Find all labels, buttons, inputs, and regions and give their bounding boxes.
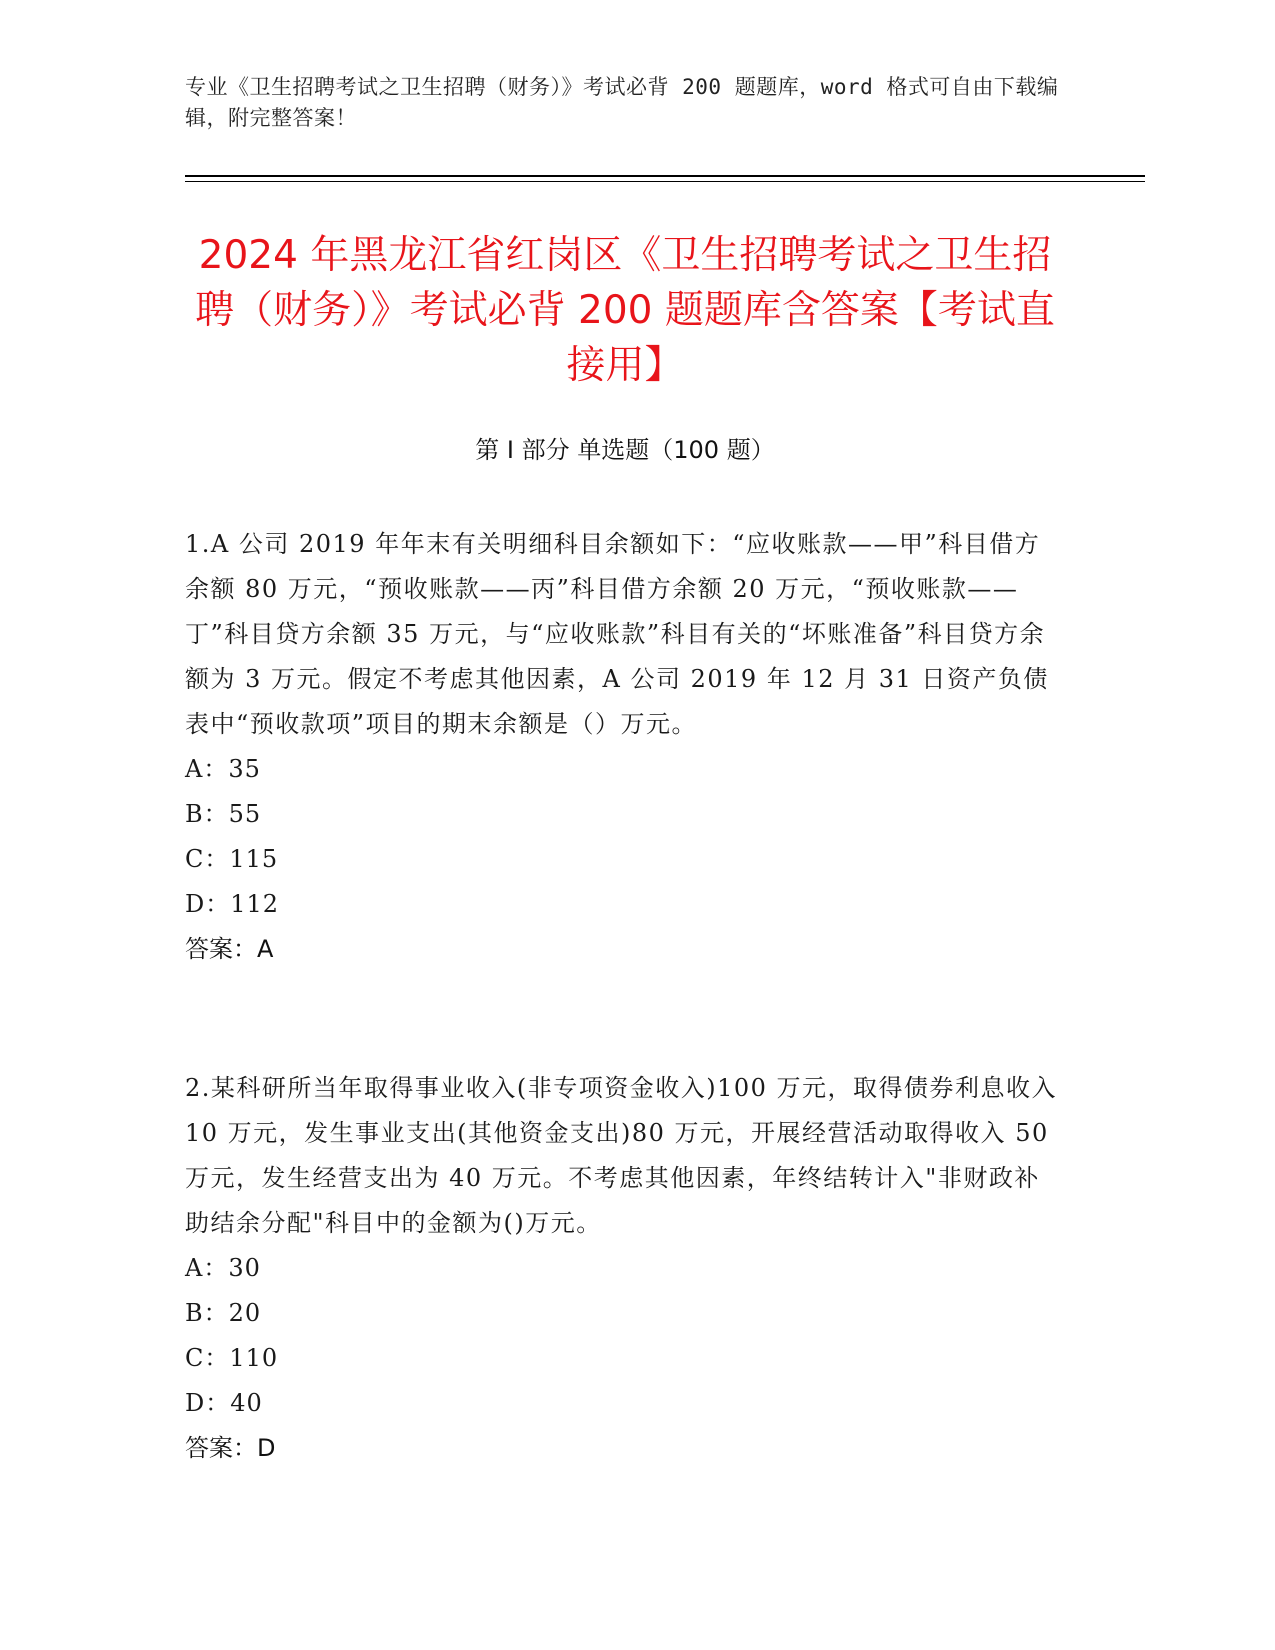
- document-title: 2024 年黑龙江省红岗区《卫生招聘考试之卫生招聘（财务）》考试必背 200 题题库含答案【考试直接用】: [195, 233, 1055, 388]
- option-list: [185, 747, 1065, 927]
- option-list: [185, 1246, 1065, 1426]
- answer-label: 答案：D: [185, 1434, 276, 1462]
- section-heading: 第 I 部分 单选题（100 题）: [475, 436, 775, 464]
- question-1: [185, 522, 1065, 972]
- answer-label: 答案：A: [185, 935, 274, 963]
- header-note: 专业《卫生招聘考试之卫生招聘（财务）》考试必背 200 题题库，word 格式可自由下载编辑，附完整答案！: [185, 75, 1059, 130]
- option-c: C：110: [185, 1344, 279, 1372]
- option-c: C：115: [185, 845, 279, 873]
- option-d: D：40: [185, 1389, 263, 1417]
- option-b: B：20: [185, 1299, 262, 1327]
- question-2: [185, 1066, 1065, 1471]
- header-divider-thin: [185, 181, 1145, 182]
- option-a: A：35: [185, 755, 261, 783]
- option-b: B：55: [185, 800, 262, 828]
- option-a: A：30: [185, 1254, 261, 1282]
- option-d: D：112: [185, 890, 280, 918]
- header-divider-thick: [185, 175, 1145, 177]
- question-stem: 2.某科研所当年取得事业收入(非专项资金收入)100 万元，取得债券利息收入 10 万元，发生事业支出(其他资金支出)80 万元，开展经营活动取得收入 50 万元，发生经营支出为 40 万元。不考虑其他因素，年终结转计入"非财政补助结余分配"科目中的金额为()万元。: [185, 1074, 1058, 1237]
- question-stem: 1.A 公司 2019 年年末有关明细科目余额如下：“应收账款——甲”科目借方余额 80 万元，“预收账款——丙”科目借方余额 20 万元，“预收账款——丁”科目贷方余额 35 万元，与“应收账款”科目有关的“坏账准备”科目贷方余额为 3 万元。假定不考虑其他因素，A 公司 2019 年 12 月 31 日资产负债表中“预收款项”项目的期末余额是（）万元。: [185, 530, 1049, 738]
